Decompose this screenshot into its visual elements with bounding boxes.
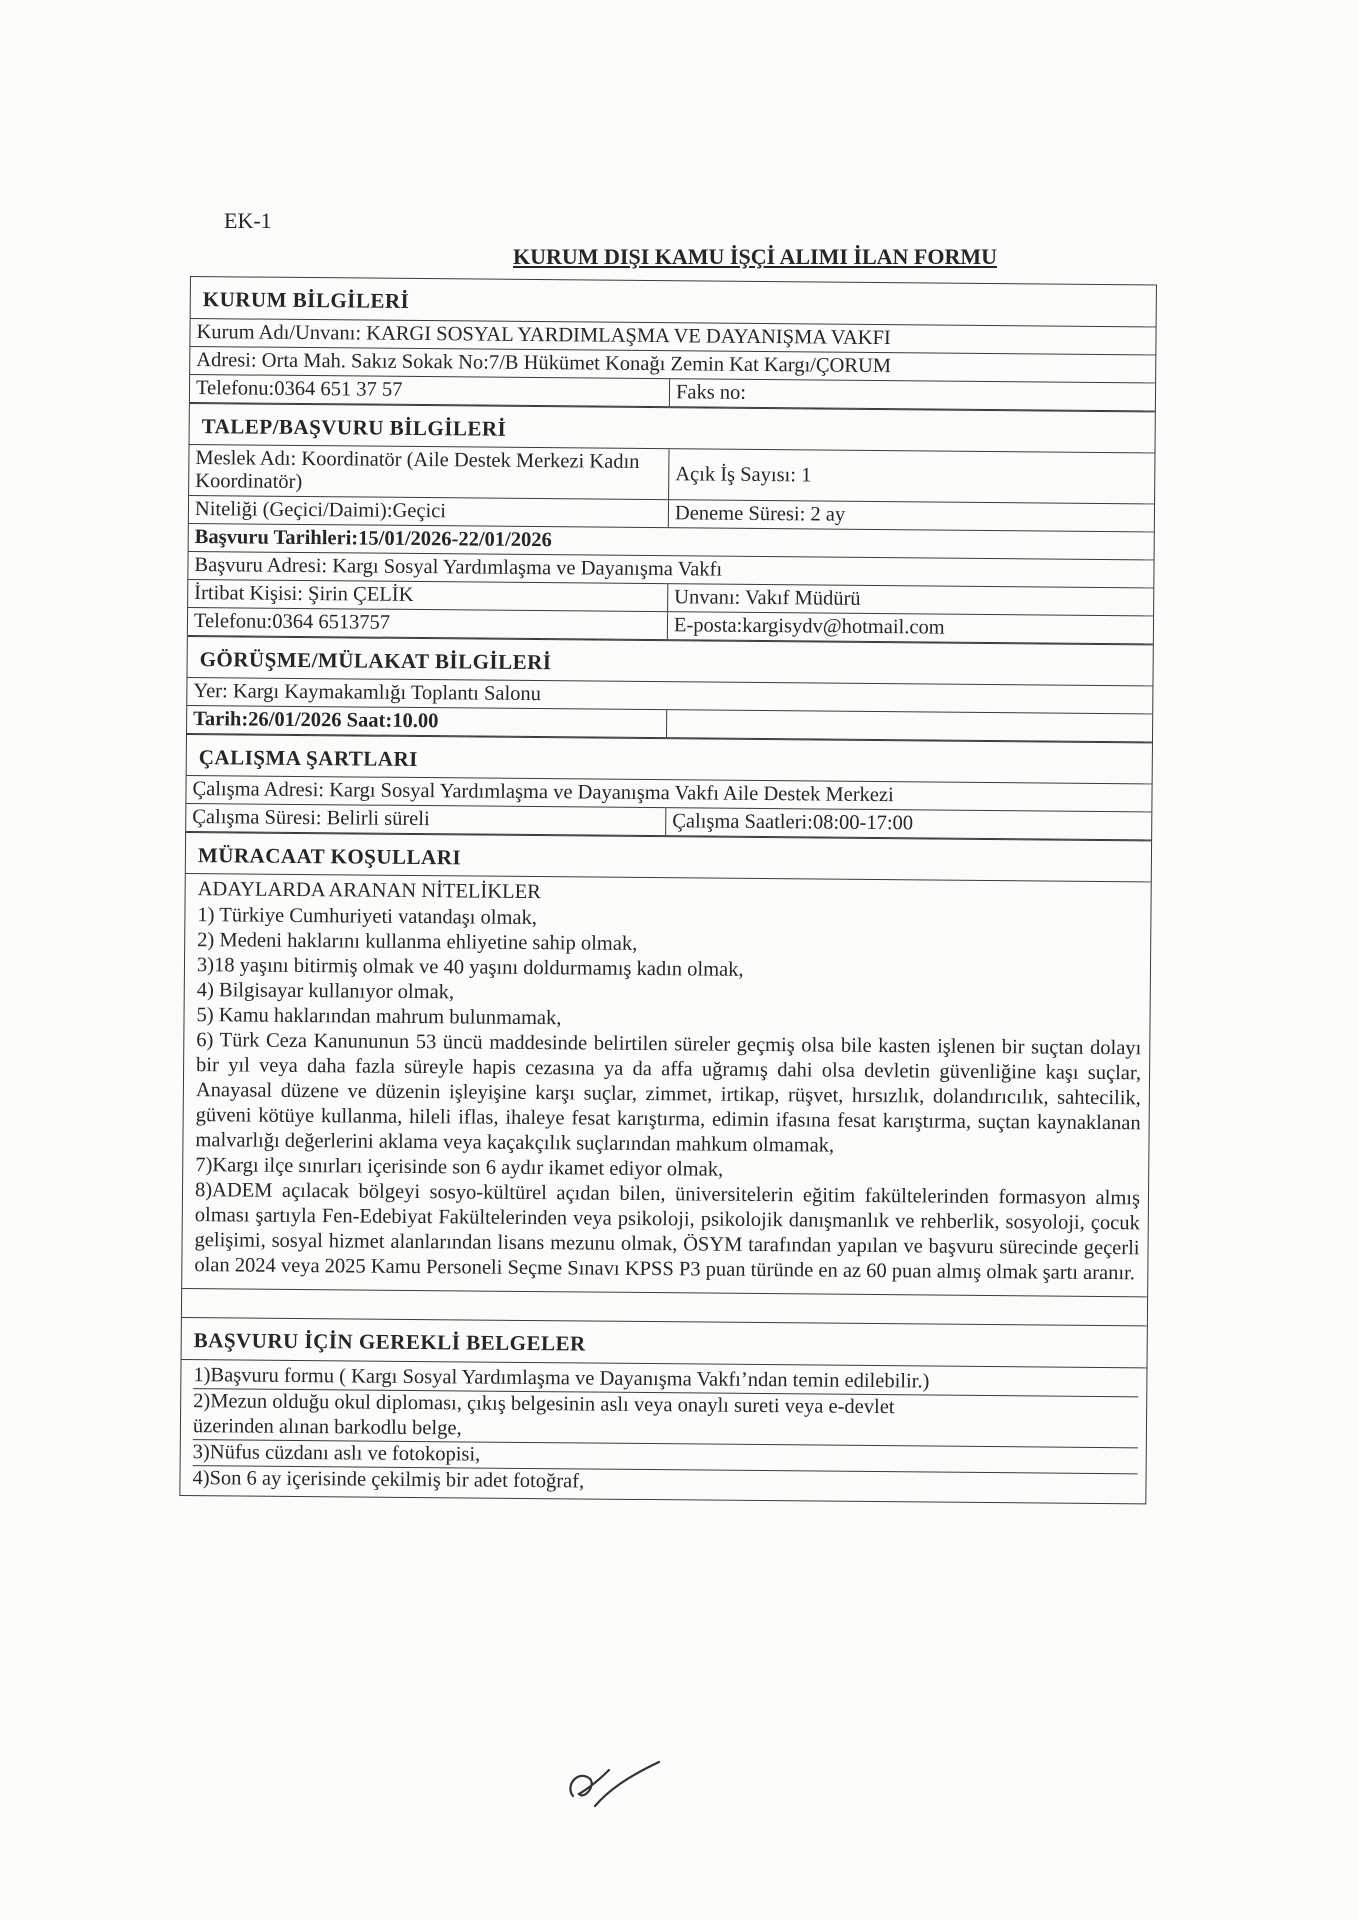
section-muracaat-heading: MÜRACAAT KOŞULLARI bbox=[186, 832, 1151, 882]
nitelik-item: 2) Medeni haklarını kullanma ehliyetine sahip olmak, bbox=[197, 929, 638, 955]
nitelikler-list bbox=[182, 874, 1151, 1297]
section-belgeler-heading: BAŞVURU İÇİN GEREKLİ BELGELER bbox=[182, 1318, 1147, 1368]
basvuru-adresi: Başvuru Adresi: Kargı Sosyal Yardımlaşma ve Dayanışma Vakfı bbox=[194, 554, 723, 581]
basvuru-tarihleri: Başvuru Tarihleri:15/01/2026-22/01/2026 bbox=[194, 526, 552, 552]
announcement-form bbox=[179, 276, 1157, 1504]
kurum-faks: Faks no: bbox=[675, 381, 747, 404]
section-talep-heading: TALEP/BAŞVURU BİLGİLERİ bbox=[190, 403, 1155, 453]
deneme-suresi: Deneme Süresi: 2 ay bbox=[674, 502, 846, 526]
annex-label: EK-1 bbox=[224, 208, 272, 233]
kurum-adres: Adresi: Orta Mah. Sakız Sokak No:7/B Hükümet Konağı Zemin Kat Kargı/ÇORUM bbox=[196, 349, 892, 378]
nitelik-item: 6) Türk Ceza Kanununun 53 üncü maddesinde belirtilen süreler geçmiş olsa bile kasten işlenen bir suçtan dolayı bir yıl veya daha fazla süreyle hapis cezasına ya da affa uğramış dahi olsa devletin güvenliğine kaşı suçlar, Anayasal düzene ve düzenin işleyişine karşı suçlar, zimmet, irtikap, rüşvet, hırsızlık, dolandırıcılık, sahtecilik, güveni kötüye kullanma, hileli iflas, ihaleye fesat karıştırma, edimin ifasına fesat karıştırma, suçtan kaynaklanan malvarlığı değerlerini aklama veya kaçakçılık suçlarından mahkum olmamak, bbox=[195, 1029, 1142, 1157]
gorusme-yeri: Yer: Kargı Kaymakamlığı Toplantı Salonu bbox=[193, 680, 542, 706]
belgeler-list bbox=[180, 1360, 1146, 1503]
kurum-adi: Kurum Adı/Unvanı: KARGI SOSYAL YARDIMLAŞMA VE DAYANIŞMA VAKFI bbox=[196, 321, 891, 350]
section-gorusme-heading: GÖRÜŞME/MÜLAKAT BİLGİLERİ bbox=[187, 636, 1152, 686]
calisma-suresi: Çalışma Süresi: Belirli süreli bbox=[186, 804, 666, 835]
irtibat-eposta: E-posta:kargisydv@hotmail.com bbox=[673, 614, 945, 639]
nitelik-item: 8)ADEM açılacak bölgeyi sosyo-kültürel açıdan bilen, üniversitelerin eğitim fakültelerinden formasyon almış olması şartıyla Fen-Edebiyat Fakültelerinden veya psikoloji, psikolojik danışmanlık ve rehberlik, sosyoloji, çocuk gelişimi, sosyal hizmet alanlarından lisans mezunu olmak, ÖSYM tarafından yapılan ve başvuru sürecinde geçerli olan 2024 veya 2025 Kamu Personeli Seçme Sınavı KPSS P3 puan türünde en az 60 puan almış olmak şartı aranır. bbox=[194, 1179, 1141, 1285]
calisma-adresi: Çalışma Adresi: Kargı Sosyal Yardımlaşma ve Dayanışma Vakfı Aile Destek Merkezi bbox=[192, 778, 894, 807]
belge-item: 4)Son 6 ay içerisinde çekilmiş bir adet fotoğraf, bbox=[192, 1467, 585, 1493]
belge-item: 3)Nüfus cüzdanı aslı ve fotokopisi, bbox=[193, 1440, 1138, 1474]
irtibat-telefonu: Telefonu:0364 6513757 bbox=[188, 608, 668, 639]
calisma-saatleri: Çalışma Saatleri:08:00-17:00 bbox=[672, 810, 914, 835]
belge-item: 1)Başvuru formu ( Kargı Sosyal Yardımlaşma ve Dayanışma Vakfı’ndan temin edilebilir.) bbox=[193, 1363, 1138, 1397]
irtibat-kisisi: İrtibat Kişisi: Şirin ÇELİK bbox=[188, 580, 668, 611]
irtibat-unvani: Unvanı: Vakıf Müdürü bbox=[674, 586, 861, 610]
nitelik-item: 4) Bilgisayar kullanıyor olmak, bbox=[196, 979, 455, 1004]
section-calisma-heading: ÇALIŞMA ŞARTLARI bbox=[187, 734, 1152, 784]
niteligi: Niteliği (Geçici/Daimi):Geçici bbox=[189, 496, 669, 527]
section-kurum-heading: KURUM BİLGİLERİ bbox=[191, 277, 1156, 327]
belge-item-line: 2)Mezun olduğu okul diploması, çıkış belgesinin aslı veya onaylı sureti veya e-devlet bbox=[193, 1390, 895, 1419]
signature-mark bbox=[555, 1748, 665, 1818]
acik-is-sayisi: Açık İş Sayısı: 1 bbox=[675, 463, 812, 487]
nitelik-item: 7)Kargı ilçe sınırları içerisinde son 6 aydır ikamet ediyor olmak, bbox=[195, 1154, 724, 1181]
kurum-telefon: Telefonu:0364 651 37 57 bbox=[190, 375, 670, 406]
belge-item bbox=[193, 1389, 1138, 1448]
meslek-row bbox=[189, 445, 1154, 504]
form-title: KURUM DIŞI KAMU İŞÇİ ALIMI İLAN FORMU bbox=[512, 244, 998, 269]
nitelik-item: 3)18 yaşını bitirmiş olmak ve 40 yaşını doldurmamış kadın olmak, bbox=[196, 954, 744, 981]
nitelik-item: 1) Türkiye Cumhuriyeti vatandaşı olmak, bbox=[197, 904, 538, 930]
nitelik-item: 5) Kamu haklarından mahrum bulunmamak, bbox=[196, 1004, 562, 1030]
gorusme-tarihi: Tarih:26/01/2026 Saat:10.00 bbox=[187, 706, 667, 737]
gorusme-bos-hucre bbox=[667, 710, 1152, 741]
nitelikler-heading: ADAYLARDA ARANAN NİTELİKLER bbox=[197, 878, 541, 904]
meslek-adi: Meslek Adı: Koordinatör (Aile Destek Merkezi Kadın Koordinatör) bbox=[189, 445, 669, 499]
belge-item-continuation: üzerinden alınan barkodlu belge, bbox=[192, 1415, 462, 1440]
